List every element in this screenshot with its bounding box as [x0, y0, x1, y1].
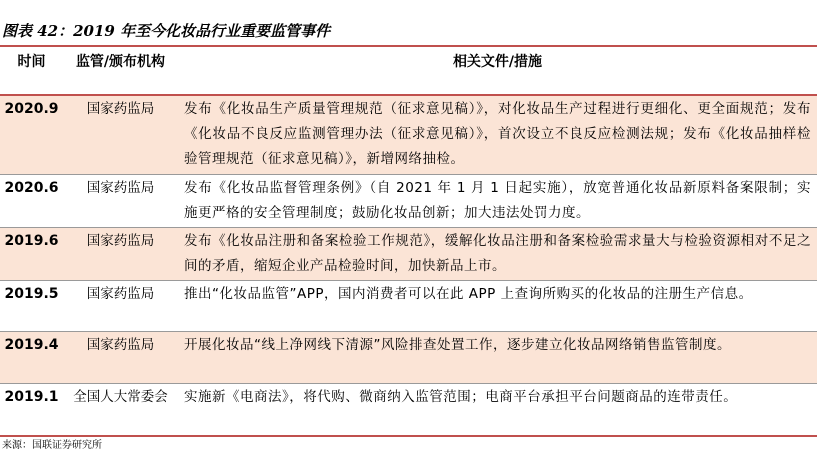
row-time: 2019.5: [4, 285, 59, 302]
row-time: 2019.1: [4, 388, 59, 405]
row-time: 2020.9: [4, 101, 59, 117]
row-content: 推出“化妆品监管”APP，国内消费者可以在此 APP 上查询所购买的化妆品的注册生产信息。: [184, 285, 753, 302]
row-agency: 国家药监局: [86, 285, 155, 302]
row-agency: 国家药监局: [86, 336, 155, 353]
row-time: 2019.4: [4, 336, 59, 353]
row-content: 发布《化妆品生产质量管理规范（征求意见稿）》，对化妆品生产过程进行更细化、更全面规范；发布《化妆品不良反应监测管理办法（征求意见稿）》，首次设立不良反应检测法规；发布《化妆品抽样检验管理规范（征求意见稿）》，新增网络抽检。: [184, 101, 811, 167]
table-row: [0, 174, 817, 227]
regulation-events-table: [0, 47, 817, 437]
row-content: 实施新《电商法》，将代购、微商纳入监管范围；电商平台承担平台问题商品的连带责任。: [184, 388, 738, 405]
header-content: 相关文件/措施: [178, 47, 817, 95]
table-row: [0, 227, 817, 280]
row-content: 开展化妆品“线上净网线下清源”风险排查处置工作，逐步建立化妆品网络销售监管制度。: [184, 336, 731, 353]
table-row: [0, 383, 817, 436]
source-note: 来源：国联证券研究所: [2, 440, 102, 451]
row-content: 发布《化妆品注册和备案检验工作规范》，缓解化妆品注册和备案检验需求量大与检验资源相对不足之间的矛盾，缩短企业产品检验时间，加快新品上市。: [184, 232, 811, 274]
row-time: 2020.6: [4, 179, 59, 196]
header-time: 时间: [0, 47, 63, 95]
row-agency: 国家药监局: [86, 179, 155, 196]
row-agency: 国家药监局: [86, 101, 155, 117]
table-row: [0, 280, 817, 331]
table-row: [0, 95, 817, 174]
table-row: [0, 331, 817, 383]
figure-title: 图表 42：2019 年至今化妆品行业重要监管事件: [2, 22, 331, 40]
row-content: 发布《化妆品监督管理条例》（自 2021 年 1 月 1 日起实施），放宽普通化妆品新原料备案限制；实施更严格的安全管理制度；鼓励化妆品创新；加大违法处罚力度。: [184, 179, 811, 221]
header-agency: 监管/颁布机构: [63, 47, 178, 95]
row-agency: 国家药监局: [86, 232, 155, 249]
table-header-row: [0, 47, 817, 95]
row-agency: 全国人大常委会: [73, 388, 168, 405]
row-time: 2019.6: [4, 232, 59, 249]
